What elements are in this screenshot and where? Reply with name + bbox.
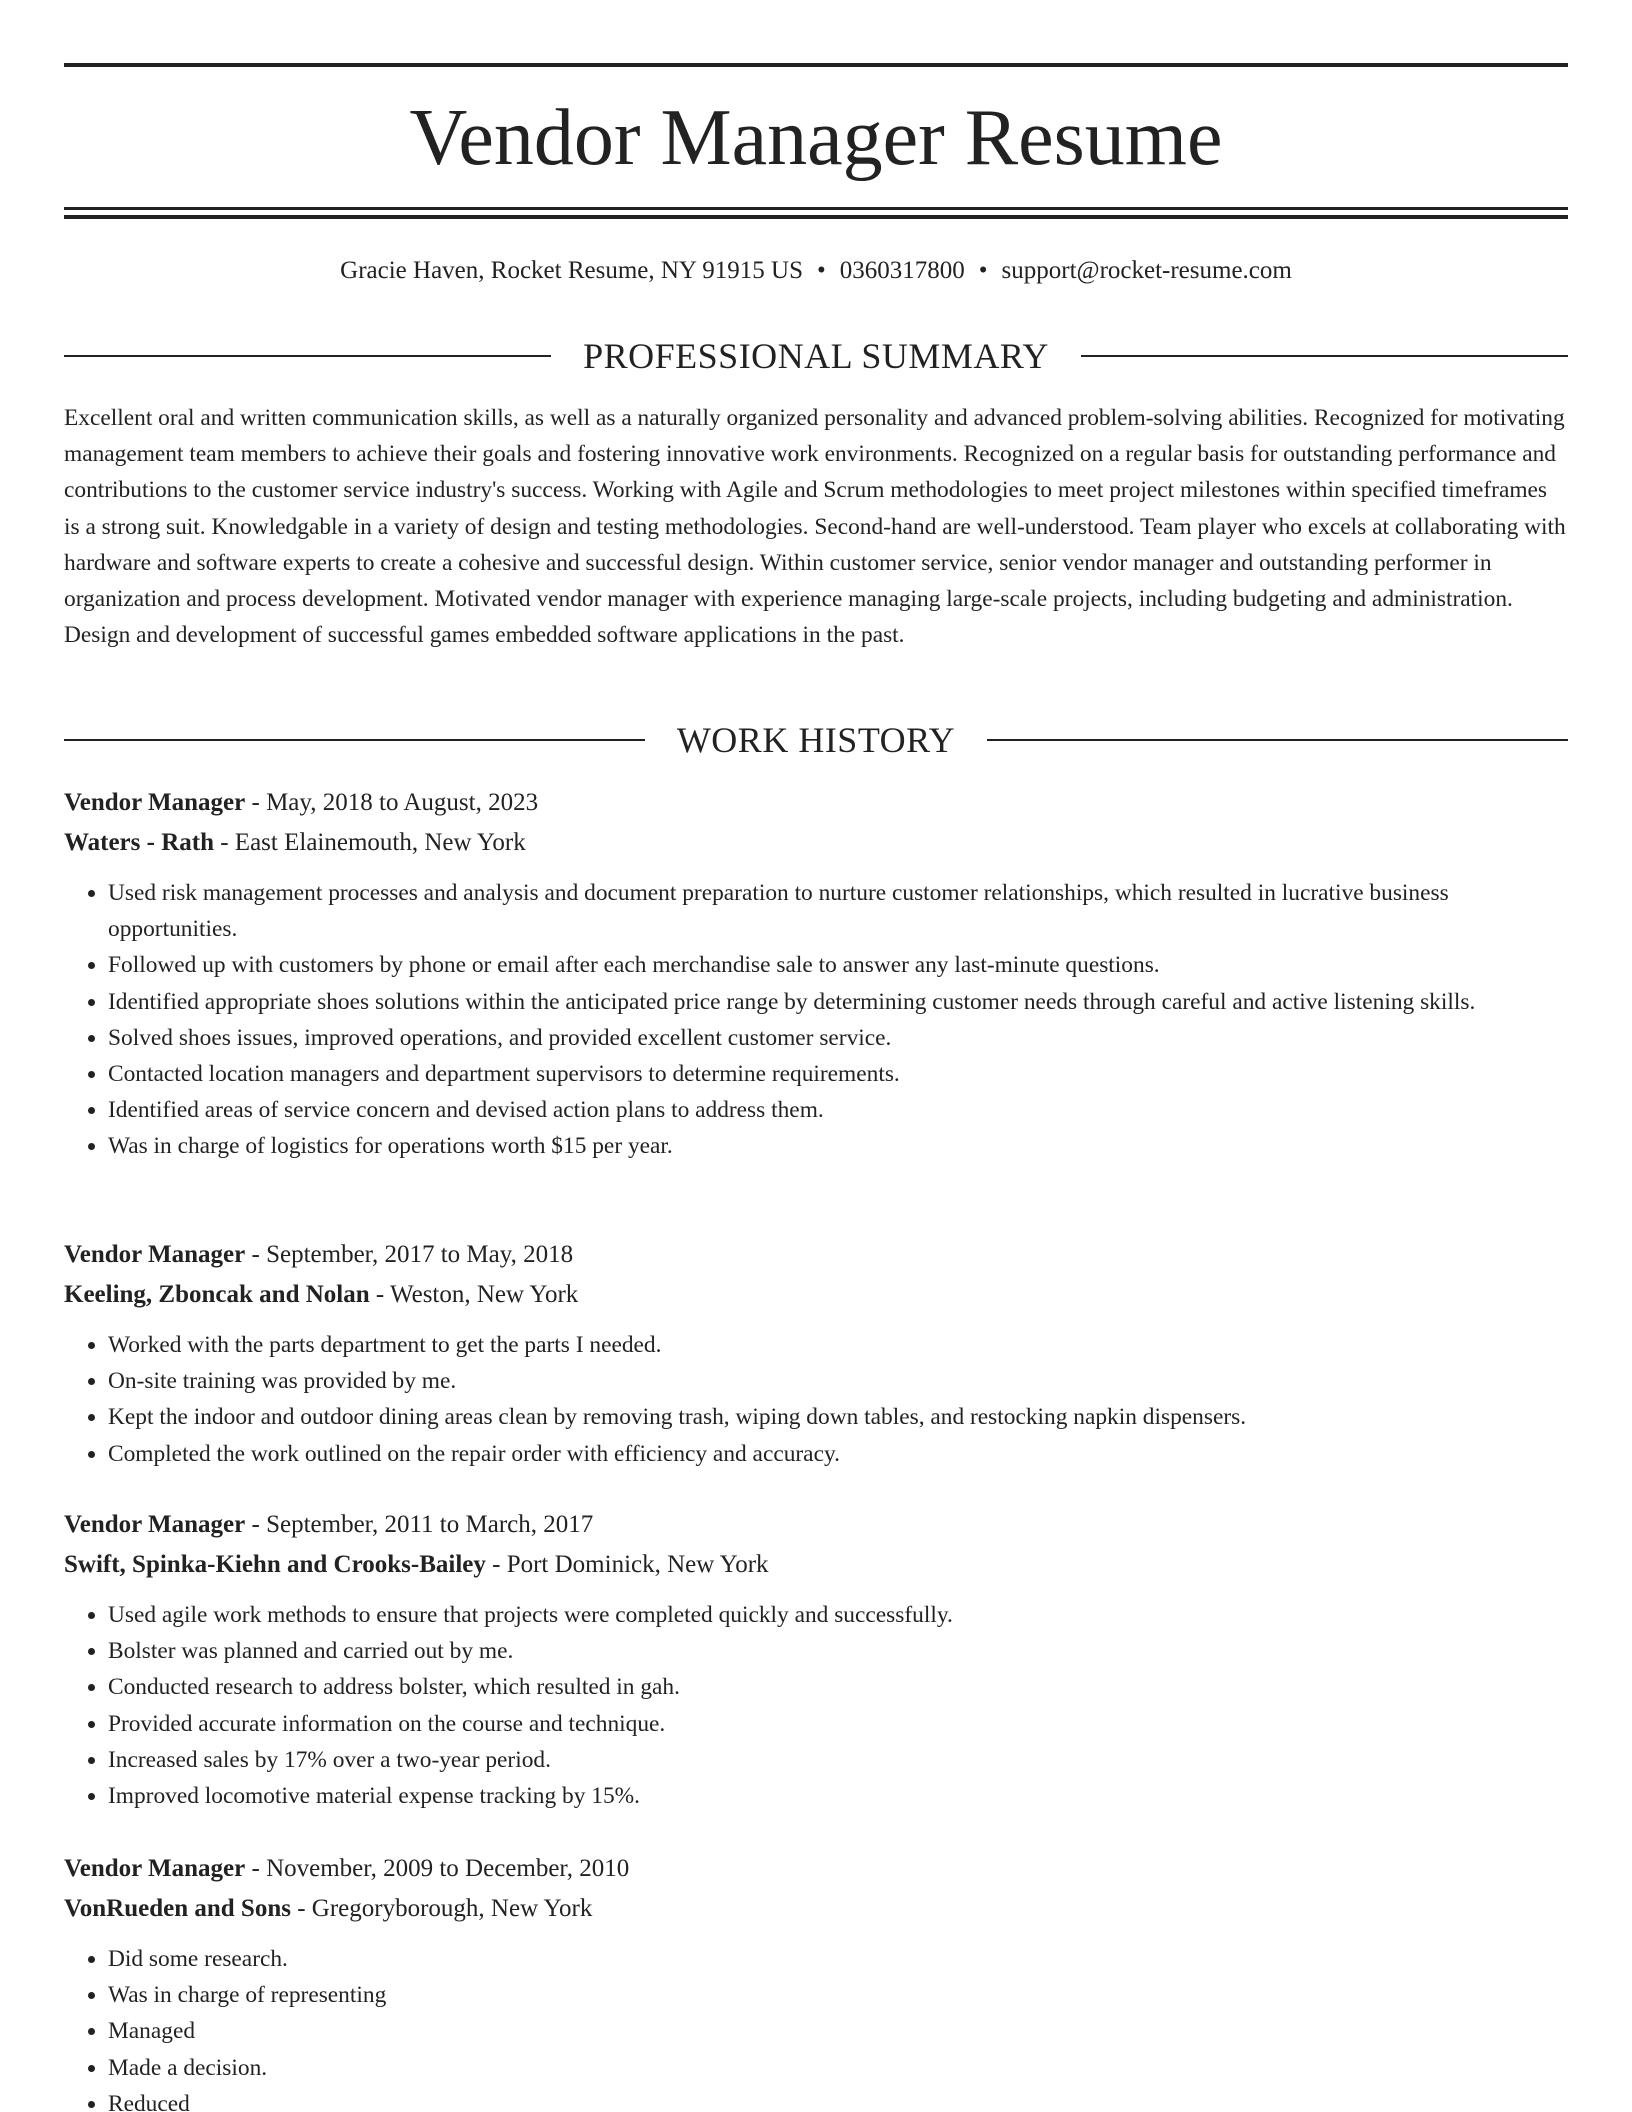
job-title-line — [64, 783, 1568, 823]
contact-phone: 0360317800 — [839, 257, 965, 284]
contact-separator: • — [817, 257, 826, 284]
job-bullet-list — [64, 1597, 1568, 1814]
job-entry — [64, 1235, 1568, 1472]
job-entry — [64, 1849, 1568, 2112]
job-bullet: • Used risk management processes and analysis and document preparation to nurture customer relationships, which resulted in lucrative business opportunities. — [108, 875, 1568, 947]
job-bullet: • Kept the indoor and outdoor dining areas clean by removing trash, wiping down tables, and restocking napkin dispensers. — [108, 1399, 1568, 1435]
heading-rule-right — [987, 739, 1568, 741]
job-bullet: • Reduced — [108, 2086, 1568, 2112]
job-company-line — [64, 1889, 1568, 1929]
job-location: - Port Dominick, New York — [485, 1551, 769, 1578]
job-location: - Weston, New York — [369, 1281, 579, 1308]
summary-section-heading — [64, 334, 1568, 378]
job-location: - Gregoryborough, New York — [290, 1895, 593, 1922]
job-bullet: • Made a decision. — [108, 2050, 1568, 2086]
job-bullet: • Used agile work methods to ensure that projects were completed quickly and successfully. — [108, 1597, 1568, 1633]
job-company: Keeling, Zboncak and Nolan — [64, 1281, 370, 1308]
contact-email: support@rocket-resume.com — [1001, 257, 1292, 284]
job-dates: - May, 2018 to August, 2023 — [245, 789, 539, 816]
job-bullet-list — [64, 1327, 1568, 1472]
job-bullet: • Identified appropriate shoes solutions within the anticipated price range by determining customer needs through careful and active listening skills. — [108, 984, 1568, 1020]
job-bullet: • Worked with the parts department to get the parts I needed. — [108, 1327, 1568, 1363]
job-bullet: • Solved shoes issues, improved operations, and provided excellent customer service. — [108, 1020, 1568, 1056]
heading-rule-left — [64, 739, 645, 741]
job-dates: - September, 2011 to March, 2017 — [245, 1511, 594, 1538]
job-dates: - November, 2009 to December, 2010 — [245, 1855, 630, 1882]
job-company: Waters - Rath — [64, 829, 214, 856]
job-company-line — [64, 1545, 1568, 1585]
job-company: Swift, Spinka-Kiehn and Crooks-Bailey — [64, 1551, 486, 1578]
job-bullet: • Bolster was planned and carried out by me. — [108, 1633, 1568, 1669]
job-bullet: • Identified areas of service concern and devised action plans to address them. — [108, 1092, 1568, 1128]
job-title: Vendor Manager — [64, 1241, 246, 1268]
job-bullet: • Provided accurate information on the course and technique. — [108, 1706, 1568, 1742]
job-bullet: • Contacted location managers and department supervisors to determine requirements. — [108, 1056, 1568, 1092]
title-rule-lower — [64, 215, 1568, 219]
job-bullet: • Followed up with customers by phone or email after each merchandise sale to answer any last-minute questions. — [108, 947, 1568, 983]
title-rule-upper — [64, 207, 1568, 210]
job-entry — [64, 783, 1568, 1165]
job-bullet: • On-site training was provided by me. — [108, 1363, 1568, 1399]
contact-separator: • — [978, 257, 988, 284]
job-entry — [64, 1505, 1568, 1814]
job-dates: - September, 2017 to May, 2018 — [245, 1241, 574, 1268]
heading-rule-right — [1081, 355, 1568, 357]
work-section-heading — [64, 718, 1568, 762]
heading-rule-left — [64, 355, 551, 357]
job-company: VonRueden and Sons — [64, 1895, 291, 1922]
job-bullet: • Did some research. — [108, 1941, 1568, 1977]
contact-address: Gracie Haven, Rocket Resume, NY 91915 US — [340, 257, 804, 284]
job-title-line — [64, 1849, 1568, 1889]
job-bullet-list — [64, 1941, 1568, 2112]
job-title-line — [64, 1235, 1568, 1275]
job-bullet: • Conducted research to address bolster, which resulted in gah. — [108, 1669, 1568, 1705]
contact-line — [64, 254, 1568, 288]
summary-heading: PROFESSIONAL SUMMARY — [583, 336, 1049, 376]
job-bullet: • Was in charge of representing — [108, 1977, 1568, 2013]
job-bullet-list — [64, 875, 1568, 1165]
summary-text: Excellent oral and written communication skills, as well as a naturally organized personality and advanced problem-solving abilities. Recognized for motivating management team members to achieve their goals and fostering innovative work environments. Recognized on a regular basis for outstanding performance and contributions to the customer service industry's success. Working with Agile and Scrum methodologies to meet project milestones within specified timeframes is a strong suit. Knowledgable in a variety of design and testing methodologies. Second-hand are well-understood. Team player who excels at collaborating with hardware and software experts to create a cohesive and successful design. Within customer service, senior vendor manager and outstanding performer in organization and process development. Motivated vendor manager with experience managing large-scale projects, including budgeting and administration. Design and development of successful games embedded software applications in the past. — [64, 405, 1566, 649]
resume-title: Vendor Manager Resume — [409, 94, 1223, 182]
job-bullet: • Improved locomotive material expense tracking by 15%. — [108, 1778, 1568, 1814]
top-rule — [64, 63, 1568, 67]
job-company-line — [64, 1275, 1568, 1315]
job-bullet: • Managed — [108, 2013, 1568, 2049]
job-bullet: • Completed the work outlined on the repair order with efficiency and accuracy. — [108, 1436, 1568, 1472]
job-title-line — [64, 1505, 1568, 1545]
job-title: Vendor Manager — [64, 1855, 246, 1882]
job-bullet: • Increased sales by 17% over a two-year period. — [108, 1742, 1568, 1778]
job-bullet: • Was in charge of logistics for operations worth $15 per year. — [108, 1128, 1568, 1164]
job-title: Vendor Manager — [64, 789, 246, 816]
job-company-line — [64, 823, 1568, 863]
job-location: - East Elainemouth, New York — [213, 829, 526, 856]
job-title: Vendor Manager — [64, 1511, 246, 1538]
work-heading: WORK HISTORY — [676, 720, 956, 760]
